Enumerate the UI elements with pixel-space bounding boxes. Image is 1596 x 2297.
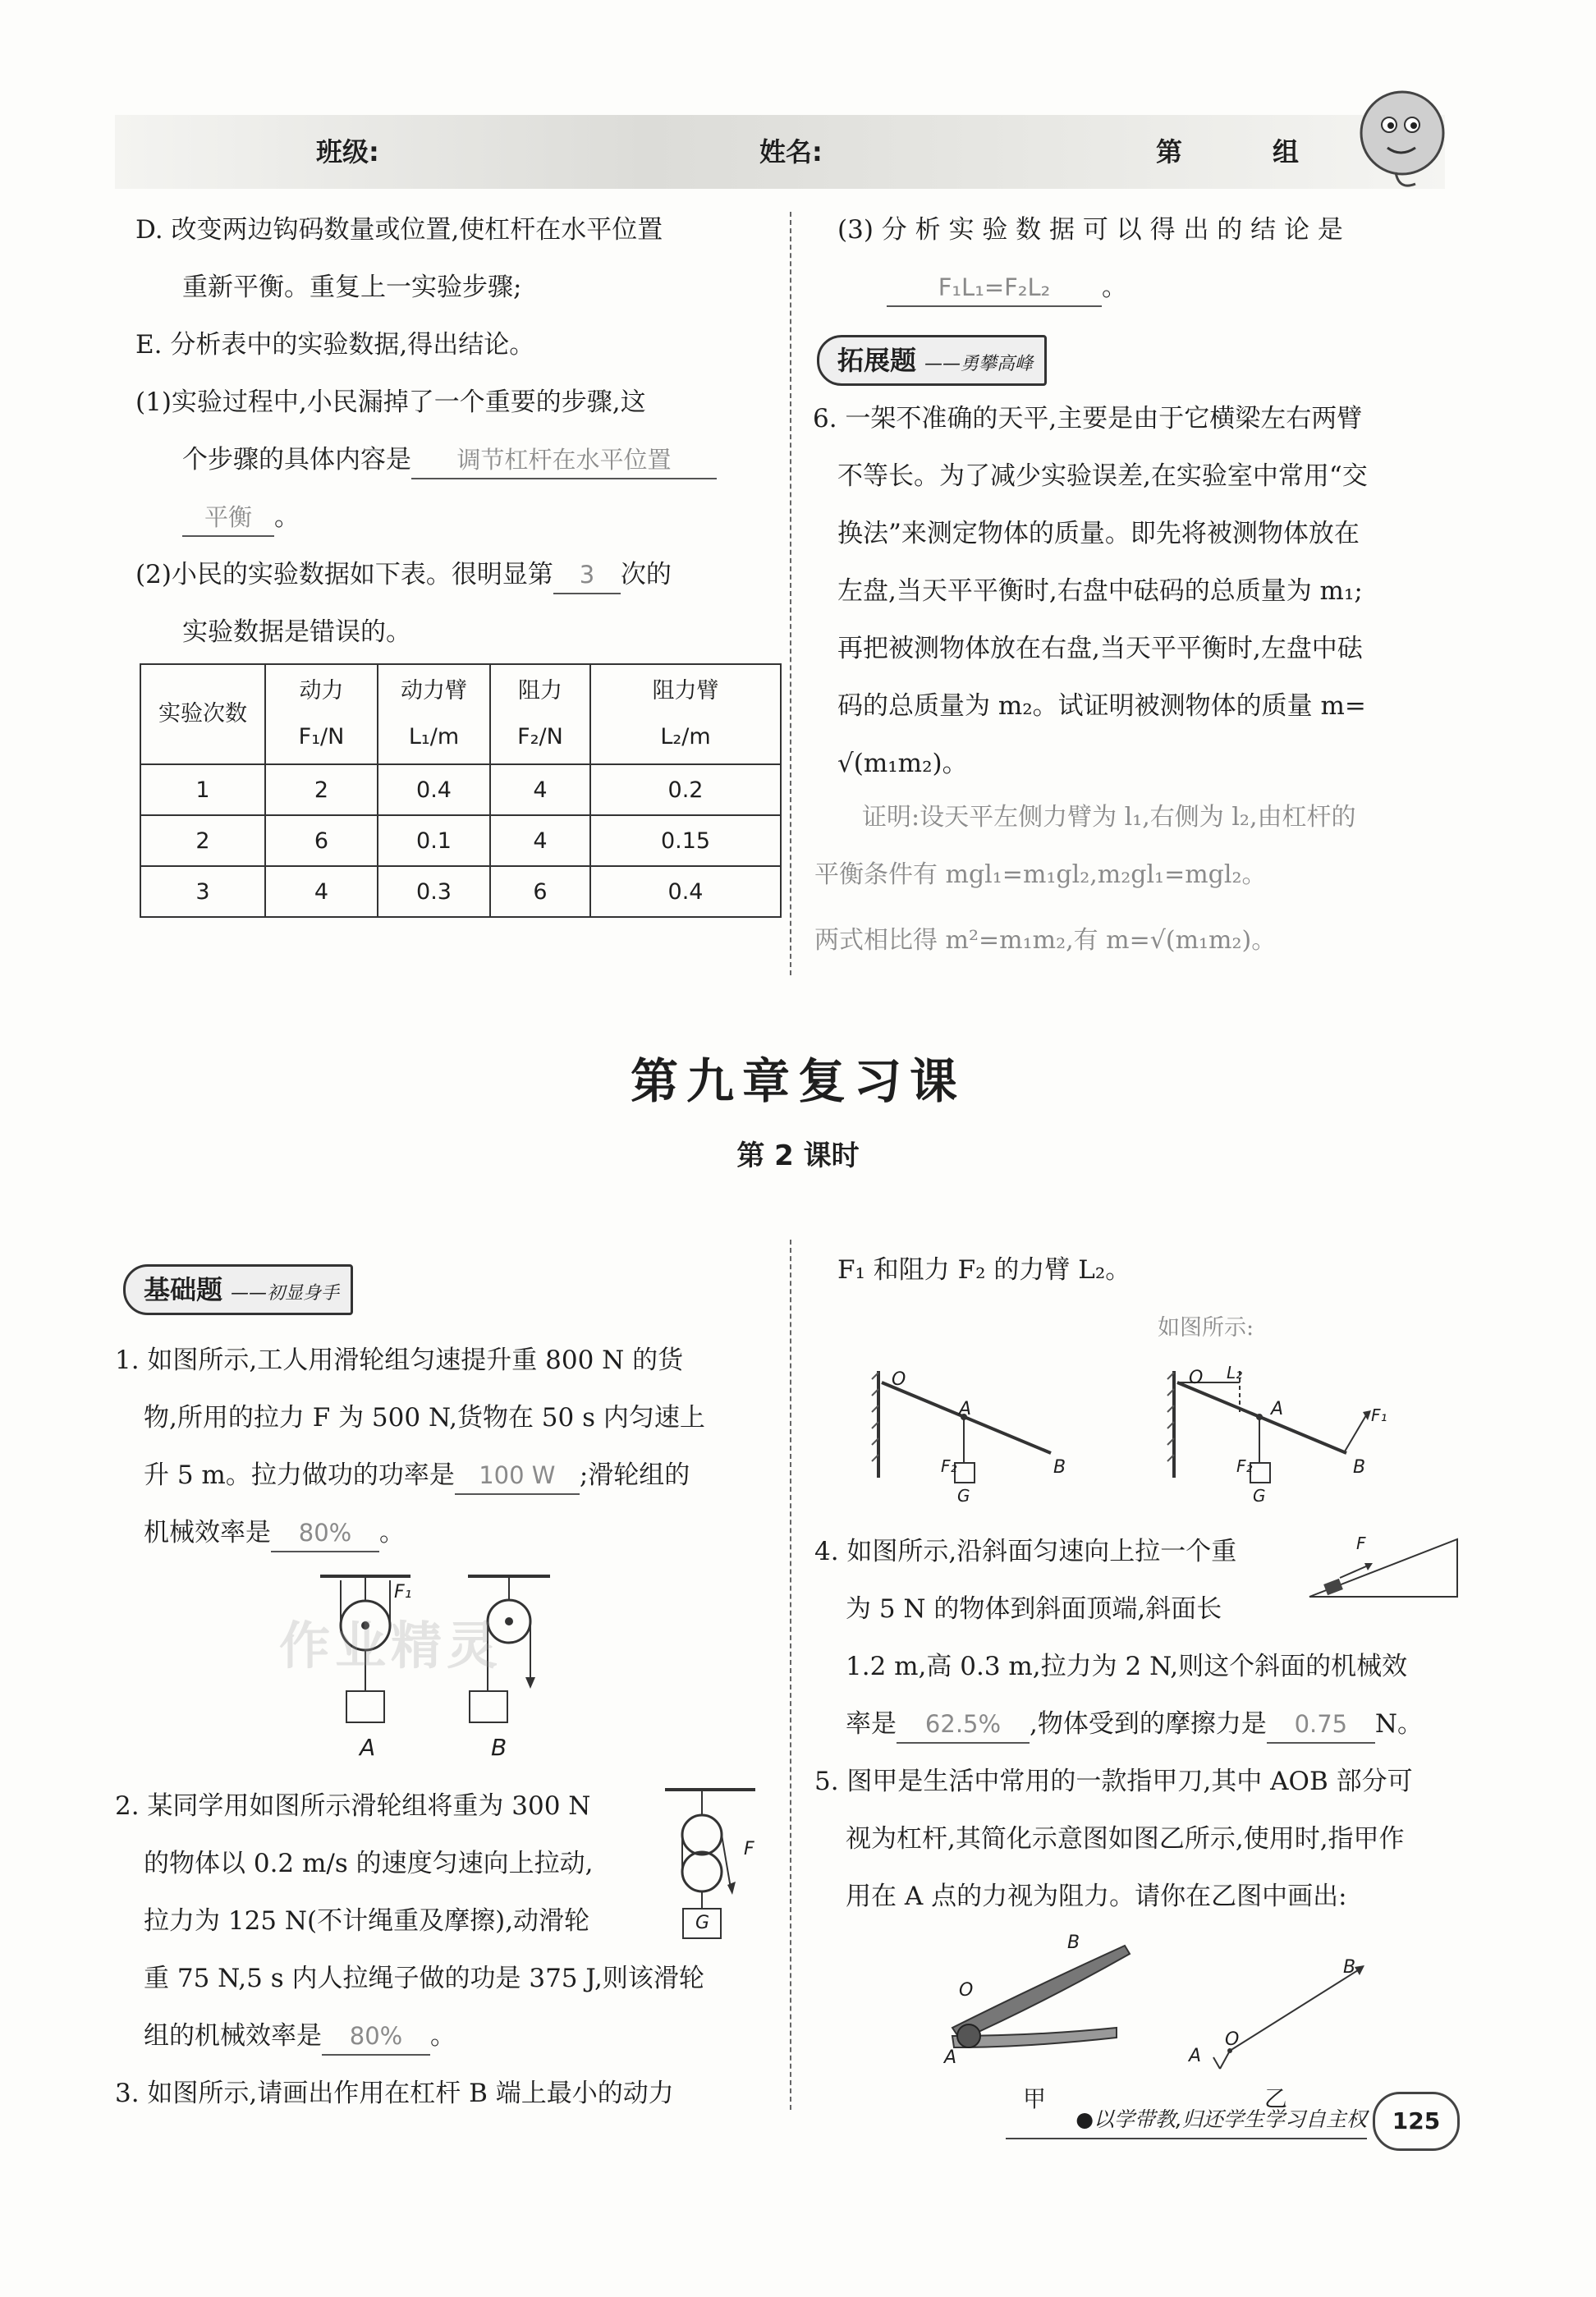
footer-motto: ●以学带教,归还学生学习自主权 bbox=[1006, 2102, 1367, 2139]
experiment-table bbox=[140, 663, 782, 918]
badge-subtitle: ——勇攀高峰 bbox=[924, 354, 1034, 374]
table-cell: 4 bbox=[490, 815, 590, 866]
header-bottom: F₂/N bbox=[517, 724, 563, 750]
caption-jia: 甲 bbox=[1023, 2085, 1047, 2112]
b-q1-text-c: 机械效率是 bbox=[144, 1518, 271, 1547]
pulley-figure-2 bbox=[657, 1781, 764, 1954]
q1-line1: (1)实验过程中,小民漏掉了一个重要的步骤,这 bbox=[135, 387, 646, 417]
header-top: 动力臂 bbox=[401, 678, 467, 704]
lever1-label-a: A bbox=[959, 1399, 972, 1419]
fig5-yi-label-b: B bbox=[1343, 1957, 1356, 1978]
b-q1-line4 bbox=[144, 1515, 405, 1552]
badge-title: 基础题 bbox=[144, 1274, 223, 1305]
q3-end: 。 bbox=[1102, 273, 1127, 302]
b-q2-text-b: 。 bbox=[430, 2021, 456, 2051]
b-q3-line1: 3. 如图所示,请画出作用在杠杆 B 端上最小的动力 bbox=[115, 2079, 674, 2108]
b-q2-line4: 重 75 N,5 s 内人拉绳子做的功是 375 J,则该滑轮 bbox=[144, 1964, 704, 1993]
lever2-label-g: G bbox=[1253, 1486, 1266, 1506]
table-row bbox=[140, 764, 781, 815]
header-top: 实验次数 bbox=[158, 701, 247, 727]
column-divider-top bbox=[790, 212, 791, 975]
header-bottom: L₁/m bbox=[408, 724, 460, 750]
table-cell: 2 bbox=[265, 764, 378, 815]
q3-line2 bbox=[887, 269, 1127, 307]
q1-line2 bbox=[182, 442, 717, 479]
table-header-cell bbox=[378, 664, 490, 764]
fig5-jia-label-b: B bbox=[1067, 1933, 1080, 1953]
q1-text: 个步骤的具体内容是 bbox=[182, 445, 411, 475]
table-cell: 4 bbox=[490, 764, 590, 815]
q2-text-b: 次的 bbox=[620, 560, 672, 589]
table-header-cell bbox=[590, 664, 781, 764]
q2-line1 bbox=[135, 557, 672, 594]
b-q2-line5 bbox=[144, 2018, 456, 2056]
q4-text-c: N。 bbox=[1374, 1709, 1423, 1739]
basic-badge bbox=[123, 1264, 353, 1315]
lever2-label-b: B bbox=[1353, 1457, 1366, 1478]
b-q1-text-a: 升 5 m。拉力做功的功率是 bbox=[144, 1460, 455, 1490]
q2-answer: 3 bbox=[553, 557, 621, 594]
fig5-jia-label-a: A bbox=[944, 2047, 957, 2068]
extension-badge bbox=[817, 335, 1047, 386]
q6-line2: 不等长。为了减少实验误差,在实验室中常用“交 bbox=[837, 461, 1368, 491]
class-label: 班级: bbox=[316, 136, 379, 167]
table-cell: 2 bbox=[140, 815, 265, 866]
q6-line3: 换法”来测定物体的质量。即先将被测物体放在 bbox=[837, 519, 1360, 548]
proof-line1: 证明:设天平左侧力臂为 l₁,右侧为 l₂,由杠杆的 bbox=[862, 803, 1356, 832]
q4-text-b: ,物体受到的摩擦力是 bbox=[1030, 1709, 1267, 1739]
mascot-icon bbox=[1346, 76, 1461, 199]
table-header-cell bbox=[140, 664, 265, 764]
b-q1-text-d: 。 bbox=[379, 1518, 405, 1547]
table-header-cell bbox=[265, 664, 378, 764]
lever2-label-l2: L₂ bbox=[1227, 1363, 1243, 1382]
fig1-label-f1: F₁ bbox=[394, 1582, 412, 1602]
table-cell: 6 bbox=[265, 815, 378, 866]
badge-subtitle: ——初显身手 bbox=[231, 1283, 340, 1304]
q4-line2: 为 5 N 的物体到斜面顶端,斜面长 bbox=[846, 1594, 1222, 1624]
q1-answer-part2: 平衡 bbox=[182, 499, 274, 537]
table-cell: 0.4 bbox=[378, 764, 490, 815]
lever-hint: 如图所示: bbox=[1158, 1315, 1254, 1341]
lever2-label-o: O bbox=[1189, 1368, 1204, 1388]
group-label-second: 组 bbox=[1273, 136, 1300, 167]
lever1-label-o: O bbox=[892, 1369, 906, 1390]
q6-line6: 码的总质量为 m₂。试证明被测物体的质量 m= bbox=[837, 691, 1366, 721]
fig5-yi-label-o: O bbox=[1225, 2029, 1240, 2050]
name-label: 姓名: bbox=[759, 136, 823, 167]
table-cell: 4 bbox=[265, 866, 378, 917]
q6-line1: 6. 一架不准确的天平,主要是由于它横梁左右两臂 bbox=[813, 404, 1363, 433]
table-header-row bbox=[140, 664, 781, 764]
nail-clipper-figure bbox=[936, 1937, 1133, 2069]
page-number: 125 bbox=[1373, 2092, 1460, 2151]
incline-figure bbox=[1305, 1535, 1470, 1601]
header-top: 动力 bbox=[299, 678, 344, 704]
group-label-first: 第 bbox=[1156, 136, 1183, 167]
lesson-title: 第 2 课时 bbox=[736, 1139, 860, 1172]
q1-line3 bbox=[182, 499, 300, 537]
step-d-line2: 重新平衡。重复上一实验步骤; bbox=[182, 273, 522, 302]
lever1-label-f2: F₂ bbox=[941, 1456, 957, 1476]
header-bottom: F₁/N bbox=[298, 724, 345, 750]
q3-line1: (3) 分 析 实 验 数 据 可 以 得 出 的 结 论 是 bbox=[837, 215, 1343, 245]
q5-line2: 视为杠杆,其简化示意图如图乙所示,使用时,指甲作 bbox=[846, 1824, 1405, 1854]
header-top: 阻力 bbox=[518, 678, 562, 704]
b-q2-text-a: 组的机械效率是 bbox=[144, 2021, 322, 2051]
table-cell: 6 bbox=[490, 866, 590, 917]
header-top: 阻力臂 bbox=[652, 678, 719, 704]
table-header-cell bbox=[490, 664, 590, 764]
b-q2-line1: 2. 某同学用如图所示滑轮组将重为 300 N bbox=[115, 1791, 591, 1821]
column-divider-bottom bbox=[790, 1240, 791, 2110]
b-q1-line3 bbox=[144, 1457, 690, 1495]
fig5-jia-label-o: O bbox=[959, 1980, 974, 2001]
q4-text-a: 率是 bbox=[846, 1709, 897, 1739]
q1-end: 。 bbox=[274, 502, 300, 532]
step-d-line1: D. 改变两边钩码数量或位置,使杠杆在水平位置 bbox=[135, 215, 663, 245]
table-row bbox=[140, 866, 781, 917]
caption-yi: 乙 bbox=[1264, 2085, 1288, 2112]
lever1-label-g: G bbox=[957, 1486, 970, 1506]
q2-text-a: (2)小民的实验数据如下表。很明显第 bbox=[135, 560, 553, 589]
table-cell: 0.4 bbox=[590, 866, 781, 917]
badge-title: 拓展题 bbox=[837, 345, 917, 376]
q4-line1: 4. 如图所示,沿斜面匀速向上拉一个重 bbox=[814, 1537, 1237, 1566]
b-q1-answer2: 80% bbox=[271, 1515, 379, 1552]
table-cell: 0.15 bbox=[590, 815, 781, 866]
watermark: 作业精灵 bbox=[279, 1616, 503, 1676]
fig2-label-f: F bbox=[744, 1839, 754, 1859]
table-cell: 0.3 bbox=[378, 866, 490, 917]
q1-answer-part1: 调节杠杆在水平位置 bbox=[411, 442, 717, 479]
q4-answer2: 0.75 bbox=[1267, 1706, 1375, 1744]
lever2-label-a: A bbox=[1271, 1399, 1284, 1419]
lever2-label-f2: F₂ bbox=[1236, 1456, 1253, 1476]
proof-line2: 平衡条件有 mgl₁=m₁gl₂,m₂gl₁=mgl₂。 bbox=[814, 860, 1267, 889]
header-bottom: L₂/m bbox=[660, 724, 711, 750]
q5-line3: 用在 A 点的力视为阻力。请你在乙图中画出: bbox=[846, 1882, 1347, 1911]
fig1-label-b: B bbox=[491, 1734, 507, 1761]
q3-answer: F₁L₁=F₂L₂ bbox=[887, 269, 1102, 307]
incline-label-f: F bbox=[1356, 1534, 1366, 1553]
table-cell: 3 bbox=[140, 866, 265, 917]
q6-line5: 再把被测物体放在右盘,当天平平衡时,左盘中砝 bbox=[837, 634, 1363, 663]
q6-line4: 左盘,当天平平衡时,右盘中砝码的总质量为 m₁; bbox=[837, 576, 1363, 606]
b-q1-line2: 物,所用的拉力 F 为 500 N,货物在 50 s 内匀速上 bbox=[144, 1403, 705, 1433]
q3-continued: F₁ 和阻力 F₂ 的力臂 L₂。 bbox=[837, 1255, 1131, 1285]
b-q2-line3: 拉力为 125 N(不计绳重及摩擦),动滑轮 bbox=[144, 1906, 590, 1936]
q6-line7: √(m₁m₂)。 bbox=[837, 749, 968, 778]
table-cell: 0.1 bbox=[378, 815, 490, 866]
table-cell: 0.2 bbox=[590, 764, 781, 815]
q4-line4 bbox=[846, 1706, 1423, 1744]
q5-line1: 5. 图甲是生活中常用的一款指甲刀,其中 AOB 部分可 bbox=[814, 1767, 1413, 1796]
fig5-yi-label-a: A bbox=[1189, 2046, 1202, 2066]
table-cell: 1 bbox=[140, 764, 265, 815]
chapter-title: 第九章复习课 bbox=[630, 1053, 965, 1109]
b-q1-answer1: 100 W bbox=[455, 1457, 580, 1495]
proof-line3: 两式相比得 m²=m₁m₂,有 m=√(m₁m₂)。 bbox=[814, 926, 1277, 955]
lever1-label-b: B bbox=[1053, 1457, 1066, 1478]
q4-line3: 1.2 m,高 0.3 m,拉力为 2 N,则这个斜面的机械效 bbox=[846, 1652, 1408, 1681]
table-row bbox=[140, 815, 781, 866]
b-q1-line1: 1. 如图所示,工人用滑轮组匀速提升重 800 N 的货 bbox=[115, 1346, 684, 1375]
lever2-label-f1: F₁ bbox=[1371, 1405, 1387, 1425]
b-q1-text-b: ;滑轮组的 bbox=[579, 1460, 690, 1490]
step-e: E. 分析表中的实验数据,得出结论。 bbox=[135, 330, 535, 360]
b-q2-line2: 的物体以 0.2 m/s 的速度匀速向上拉动, bbox=[144, 1849, 594, 1878]
fig2-label-g: G bbox=[695, 1913, 710, 1933]
fig1-label-a: A bbox=[360, 1734, 376, 1761]
q2-line2: 实验数据是错误的。 bbox=[182, 617, 411, 647]
q4-answer1: 62.5% bbox=[897, 1706, 1030, 1744]
b-q2-answer: 80% bbox=[322, 2018, 430, 2056]
